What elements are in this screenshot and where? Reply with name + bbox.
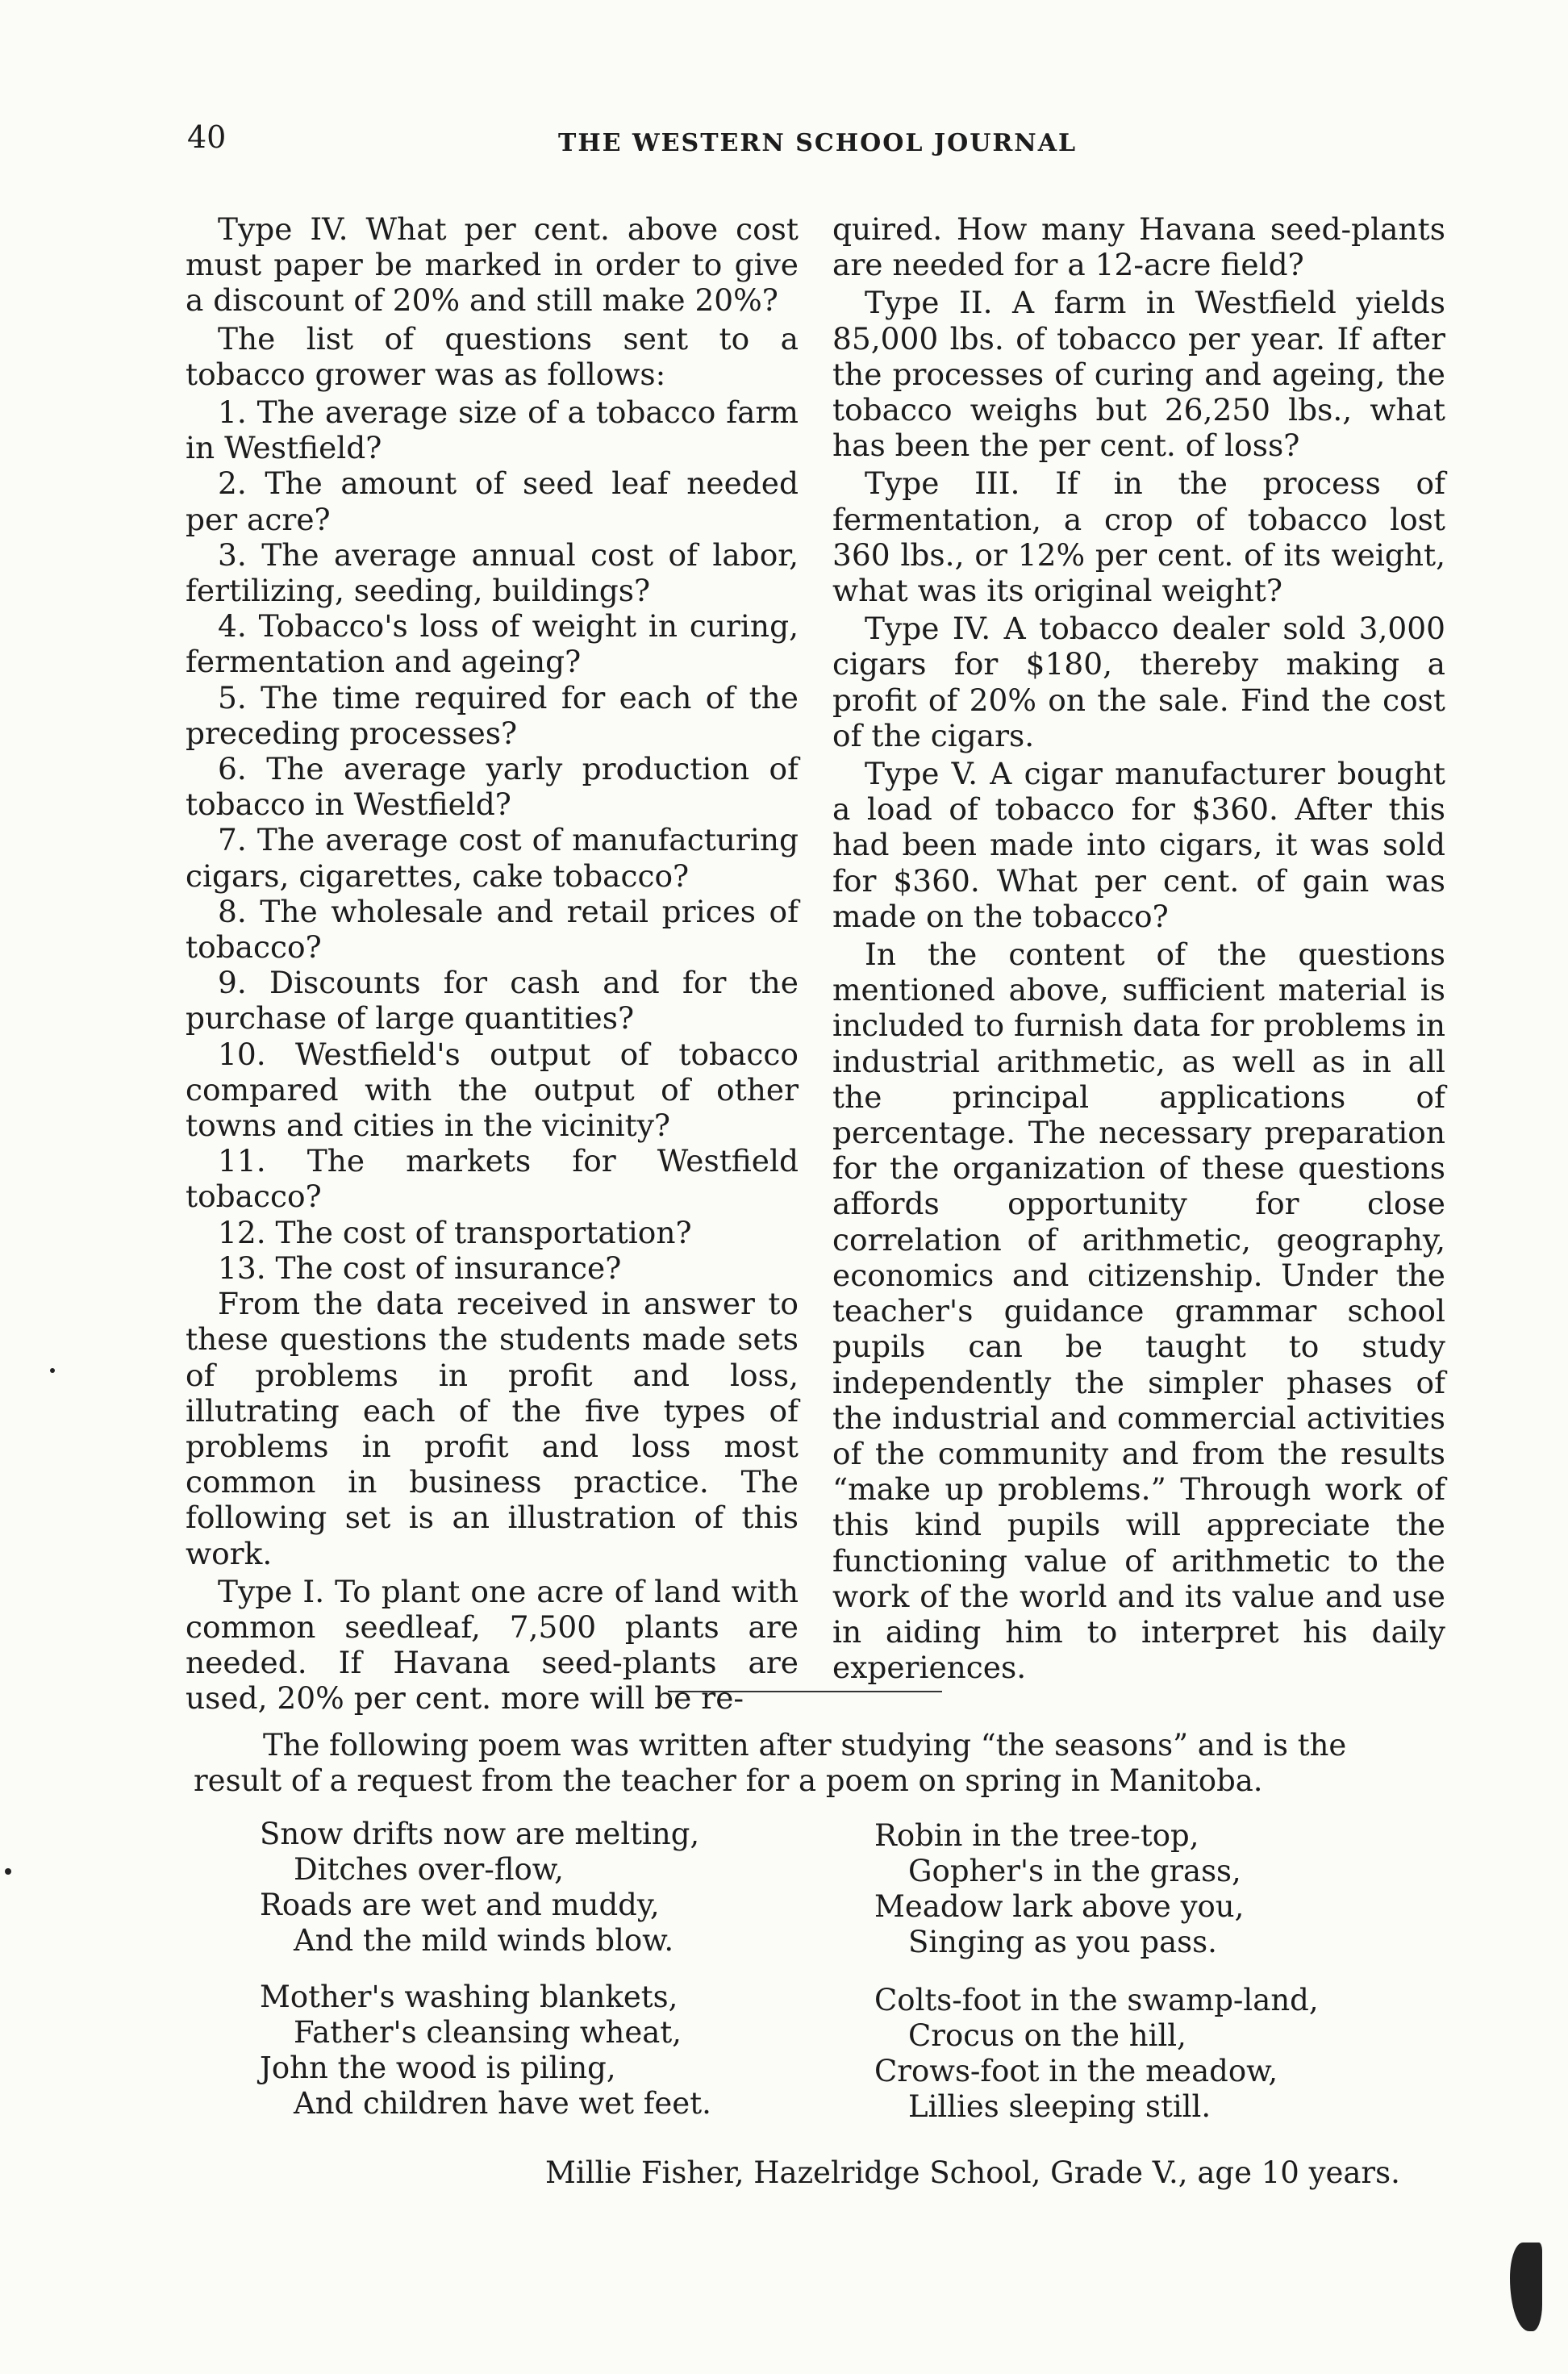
poem-line: Crows-foot in the meadow, xyxy=(874,2054,1278,2088)
paragraph: From the data received in answer to these questions the students made sets of problems in profit and loss, illutrating each of the five types of problems in profit and loss most common in business practice. The following set is an illustration of this work. xyxy=(186,1286,799,1571)
right-column xyxy=(832,211,1445,1688)
question-item: 7. The average cost of manufacturing cigars, cigarettes, cake tobacco? xyxy=(186,822,799,894)
left-column xyxy=(186,211,799,1719)
question-item: 6. The average yarly production of tobacco in Westfield? xyxy=(186,751,799,823)
problem-type-5: Type V. A cigar manufacturer bought a load of tobacco for $360. After this had been made into cigars, it was sold for $360. What per cent. of gain was made on the tobacco? xyxy=(832,756,1445,934)
question-item: 10. Westfield's output of tobacco compared with the output of other towns and cities in the vicinity? xyxy=(186,1036,799,1144)
question-item: 8. The wholesale and retail prices of tobacco? xyxy=(186,893,799,966)
question-item: 12. The cost of transportation? xyxy=(218,1214,692,1250)
poem-line: Crocus on the hill, xyxy=(908,2018,1186,2053)
poem-stanza xyxy=(874,1983,1319,2125)
question-item: 3. The average annual cost of labor, fertilizing, seeding, buildings? xyxy=(186,536,799,609)
scan-speck xyxy=(50,1368,55,1373)
poem-intro-text: The following poem was written after studying “the seasons” and is the result of a request from the teacher for a poem on spring in Manitoba. xyxy=(194,1728,1347,1798)
poem-line: Gopher's in the grass, xyxy=(908,1854,1241,1888)
question-item: 5. The time required for each of the preceding processes? xyxy=(186,679,799,751)
poem-line: Father's cleansing wheat, xyxy=(294,2015,682,2050)
poem-signature: Millie Fisher, Hazelridge School, Grade V., age 10 years. xyxy=(545,2155,1400,2190)
question-item: 2. The amount of seed leaf needed per acre? xyxy=(186,465,799,537)
page-header xyxy=(187,119,1429,168)
poem-stanza xyxy=(260,1980,711,2122)
section-divider xyxy=(668,1691,942,1692)
problem-type-2: Type II. A farm in Westfield yields 85,000 lbs. of tobacco per year. If after the processes of curing and ageing, the tobacco weighs but 26,250 lbs., what has been the per cent. of loss? xyxy=(832,285,1445,464)
poem-stanza xyxy=(260,1817,699,1959)
problem-type-3: Type III. If in the process of fermentation, a crop of tobacco lost 360 lbs., or 12% per cent. of its weight, what was its original weight? xyxy=(832,465,1445,609)
poem-line: Singing as you pass. xyxy=(908,1925,1217,1959)
paragraph: Type IV. What per cent. above cost must paper be marked in order to give a discount of 20% and still make 20%? xyxy=(186,211,799,319)
page-number: 40 xyxy=(187,119,227,155)
paragraph: The list of questions sent to a tobacco grower was as follows: xyxy=(186,320,799,392)
running-title: THE WESTERN SCHOOL JOURNAL xyxy=(558,129,1078,157)
poem-stanza xyxy=(874,1818,1244,1960)
poem-line: Snow drifts now are melting, xyxy=(260,1817,700,1851)
poem-line: Mother's washing blankets, xyxy=(260,1980,678,2014)
problem-type-4: Type IV. A tobacco dealer sold 3,000 cigars for $180, thereby making a profit of 20% on the sale. Find the cost of the cigars. xyxy=(832,611,1445,753)
question-item: 1. The average size of a tobacco farm in Westfield? xyxy=(186,394,799,466)
poem-line: Ditches over-flow, xyxy=(294,1852,564,1887)
poem-line: Robin in the tree-top, xyxy=(874,1818,1199,1853)
question-item: 11. The markets for Westfield tobacco? xyxy=(186,1143,799,1215)
poem-line: And children have wet feet. xyxy=(294,2086,711,2121)
poem-line: Roads are wet and muddy, xyxy=(260,1888,660,1922)
paragraph-continued: quired. How many Havana seed-plants are needed for a 12-acre field? xyxy=(832,211,1445,283)
scan-speck xyxy=(5,1868,11,1875)
poem-line: John the wood is piling, xyxy=(260,2051,616,2085)
poem-line: And the mild winds blow. xyxy=(294,1923,674,1958)
poem-line: Colts-foot in the swamp-land, xyxy=(874,1983,1319,2017)
paragraph: In the content of the questions mentioned above, sufficient material is included to furnish data for problems in industrial arithmetic, as well as in all the principal applications of percentage. The necessary preparation for the organization of these questions affords opportunity for close correlation of arithmetic, geography, economics and citizenship. Under the teacher's guidance grammar school pupils can be taught to study independently the simpler phases of the industrial and commercial activities of the community and from the results “make up problems.” Through work of this kind pupils will appreciate the functioning value of arithmetic to the work of the world and its value and use in aiding him to interpret his daily experiences. xyxy=(832,937,1445,1686)
question-item: 9. Discounts for cash and for the purchase of large quantities? xyxy=(186,965,799,1037)
problem-type-1: Type I. To plant one acre of land with common seedleaf, 7,500 plants are needed. If Havana seed-plants are used, 20% per cent. more will be re- xyxy=(186,1573,799,1717)
poem-line: Lillies sleeping still. xyxy=(908,2089,1211,2124)
question-item: 13. The cost of insurance? xyxy=(218,1250,622,1286)
poem-line: Meadow lark above you, xyxy=(874,1889,1245,1924)
scan-smudge xyxy=(1510,2243,1542,2331)
poem-intro xyxy=(194,1728,1436,1799)
question-item: 4. Tobacco's loss of weight in curing, fermentation and ageing? xyxy=(186,608,799,680)
